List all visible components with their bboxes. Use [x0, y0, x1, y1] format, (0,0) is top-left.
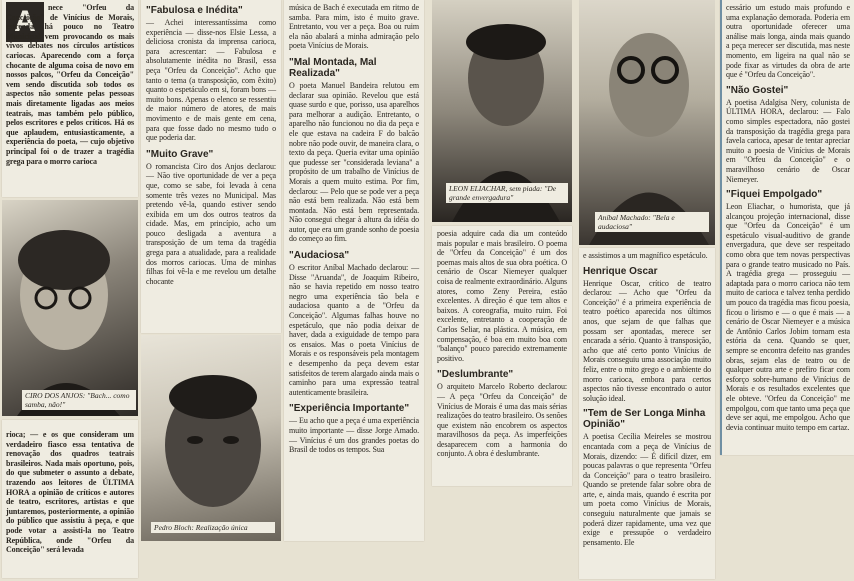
heading-audaciosa: "Audaciosa": [289, 250, 350, 262]
portrait-ciro-icon: [2, 200, 138, 416]
heading-fabulosa: "Fabulosa e Inédita": [146, 5, 243, 16]
heading-experiencia: "Experiência Importante": [289, 403, 410, 415]
clipping-col5: [579, 248, 715, 579]
body-text: O arquiteto Marcelo Roberto declarou: — A peça "Orfeu da Conceição" de Vinícius de Morais é uma das mais sérias realizações do teatro brasileiro. Os senões que existem não encobrem os aspectos maravilhosos da peça. As imperfeições desaparecem com a harmonia do conjunto. A obra é deslumbrante.: [437, 382, 567, 459]
body-text: O romancista Ciro dos Anjos declarou: — Não tive oportunidade de ver a peça que, como se sabe, foi levada à cena somente três vezes no Municipal. Mas pretendo vê-la, quando estiver sendo exibida em um dos outros teatros da cidade. Mas, em princípio, acho um pouco desligada a aventura a transposição de um tema da tragédia grega para a atualidade, para a realidade dos morros cariocas. Uma de minhas filhas foi vê-la e me revelou um detalhe chocante: [146, 161, 276, 286]
body-text: música de Bach é executada em ritmo de samba. Para mim, isto é muito grave. Entretanto, vou ver a peça. Boa ou ruim ela não abalará a minha admiração pelo poeta Vinícius de Morais.: [289, 3, 419, 51]
clipping-col4: [432, 226, 572, 486]
heading-muito-grave: "Muito Grave": [146, 148, 214, 160]
heading-nao-gostei: "Não Gostei": [726, 84, 789, 96]
photo-ciro-dos-anjos: [2, 200, 138, 416]
portrait-anibal-icon: [579, 0, 715, 245]
photo-caption-anibal: Aníbal Machado: "Bela e audaciosa": [595, 212, 709, 232]
clipping-col6: [720, 0, 854, 455]
body-text: Leon Eliachar, o humorista, que já alcançou projeção internacional, disse que "Orfeu da Conceição" é um espetáculo visual-auditivo de grande envergadura, que deve ser respeitado como obra que tem novas perspectivas para o grande teatro musicado no País. A tragédia grega — prosseguiu — adaptada para o morro carioca não tem muito de carioca e talvez tenha perdido um pouco da tragédia mas ficou poesia, ficou o lirismo e — o que é mais — a cenário de Oscar Niemeyer e a música de Antônio Carlos Jobim tornam esta estória da cena. Quando se quer, sempre se encontra defeito nas grandes obras, sejam elas de teatro ou de qualquer outra arte e prefiro ficar com esforço sobre-humano de Vinícius de Morais e os resultados excelentes que ele obteve. "Orfeu da Conceição" me empolgou, com que tanto uma peça que deve ser aqui, me empolgou. Acho que devia continuar muito tempo em cartaz.: [726, 202, 850, 432]
body-text: — Eu acho que a peça é uma experiência muito importante — disse Jorge Amado. — Vinícius é um dos grandes poetas do Brasil de todos os tempos. Sua: [289, 416, 419, 455]
body-text: cessário um estudo mais profundo e uma explanação demorada. Poderia em outra oportunidade oferecer uma análise mais longa, ainda mais quando a peça merecer ser discutida, mas neste momento, em ligeira na qual não se pode fixar as virtudes da obra de arte que é "Orfeu da Conceição".: [726, 3, 850, 80]
intro-text: nece "Orfeu da Conceição" de Vinícius de Morais, estreada há pouco no Teatro Municipal vem provocando os mais vivos debates nos círculos artísticos cariocas. Aparecendo com a força chocante de alguma coisa de novo em nossos palcos, "Orfeu da Conceição" vem sendo discutida sob todos os aspectos não somente pelas pessoas mais diretamente ligadas aos meios teatrais, mas também pelo público, pelos escritores e pelos críticos. Há os que aplaudem, entusiasticamente, a experiência do poeta, — cujo objetivo principal foi o de trazer a tragédia grega para o morro carioca: [6, 3, 134, 166]
clipping-col1-bottom: [2, 420, 138, 578]
heading-tem-de-ser-longa: "Tem de Ser Longa Minha Opinião": [583, 408, 706, 431]
photo-leon-eliachar: [432, 0, 572, 222]
body-text: A poetisa Cecília Meireles se mostrou encantada com a peça de Vinícius de Morais, dizendo: — É difícil dizer, em poucas palavras o que representa "Orfeu da Conceição" para o teatro brasileiro. Quando se pretende falar sobre obra de arte, e, ainda mais, quando é escrita por um poeta como Vinícius de Morais, conseguiu naturalmente que jamais se poderá dizer rapidamente, uma vez que exige e pressupõe o verdadeiro pensamento. Ele: [583, 432, 711, 547]
drop-cap: A: [6, 2, 44, 42]
clipping-col2: [141, 0, 281, 333]
body-text: A poetisa Adalgisa Nery, colunista de ÚLTIMA HORA, declarou: — Falo como simples espectadora, não gostei da transposição da tragédia grega para favela carioca, apesar de tentar apreciar muito a poesia de Vinícius de Morais em "Orfeu da Conceição" e o maravilhoso cenário de Oscar Niemeyer.: [726, 97, 850, 184]
clipping-col1-top: [2, 0, 138, 197]
photo-caption-pedro: Pedro Bloch: Realização única: [151, 522, 275, 533]
body-text: rioca; — e os que consideram um verdadeiro fiasco essa tentativa de renovação dos quadros teatrais brasileiros. Nada mais oportuno, pois, do que submeter o assunto a debate, trazendo aos leitores de ÚLTIMA HORA a opinião de críticos e autores de teatro, escritores, artistas e que juntaremos, posteriormente, a opinião do público que assistiu à peça, e que pode votar a assisti-la no Teatro República, onde "Orfeu da Conceição" será levada: [6, 430, 134, 555]
body-text: e assistimos a um magnífico espetáculo.: [583, 251, 708, 260]
heading-deslumbrante: "Deslumbrante": [437, 369, 514, 381]
heading-mal-montada: "Mal Montada, Mal Realizada": [289, 56, 377, 79]
clipping-col3: [284, 0, 424, 541]
heading-henrique-oscar: Henrique Oscar: [583, 265, 658, 277]
photo-pedro-bloch: [141, 335, 281, 541]
body-text: O escritor Aníbal Machado declarou: — Disse "Aruanda", de Joaquim Ribeiro, não se havia repetido em nosso teatro negro uma experiência tão bela e audaciosa quanto a de "Orfeu da Conceição". Algumas falhas houve no espetáculo, que não podia deixar de haver, dada a exiguidade de tempo para os ensaios. Mas o poeta Vinícius de Morais e os responsáveis pela montagem e desempenho da peça devem estar satisfeitos de terem alargado ainda mais o caminho para uma expressão teatral autenticamente brasileira.: [289, 263, 419, 397]
body-text: Henrique Oscar, crítico de teatro declarou: — Acho que "Orfeu da Conceição" é a primeira experiência de teatro poético aparecida nos últimos anos, que sejam de que falhas que possam ser apontadas, merece ser encarada a sério. Quanto à transposição, acho que até certo ponto Vinícius de Morais conseguiu uma associação muito feliz, entre o mito grego e o ambiente do morro carioca, embora para certos aspectos não tivesse encontrado o autor solução ideal.: [583, 278, 711, 403]
body-text: poesia adquire cada dia um conteúdo mais popular e mais brasileiro. O poema de "Orfeu da Conceição" é um dos poemas mais altos de sua obra poética. O cenário de Oscar Niemeyer qualquer coisa de realmente extraordinário. Alguns atores, como Zeny Pereira, estão excelentes. A direção é que tem altos e baixos. A coreografia, muito ruim. Foi excelente, entretanto a cooperação de Carlos Seliar, na plástica. A música, em compensação, é boa em muito boa com "balanço" pouco parecido extremamente positivo.: [437, 229, 567, 363]
photo-caption-leon: LEON ELIACHAR, sem piada: "De grande envergadura": [446, 183, 568, 203]
body-text: O poeta Manuel Bandeira relutou em declarar sua opinião. Revelou que está quase surdo e que, porisso, usa aparelhos para melhorar a audição. Entretanto, o aparelho não funcionou no dia da peça e ele que estava na cadeira F do balcão nobre não pode ouvir, de maneira clara, o texto da peça. Queria evitar uma opinião que pudesse ser "considerada leviana" a propósito de um trabalho de Vinícius de Morais a quem muito estima. Por fim, declarou: — Pelo que se pode ver a peça não está bem realizada. Não está bem montada. Não está bem representada. Não consegui chegar à altura da idéia do autor, que era um grande sonho de poesia do começo ao fim.: [289, 80, 419, 244]
body-text: — Achei interessantíssima como experiência — disse-nos Elsie Lessa, a deliciosa cronista da imprensa carioca, para acrescentar: — Fabulosa e absolutamente inédita no Brasil, essa peça "Orfeu da Conceição". Acho que tanto o tema (a transposição, com êxito) quanto o espetáculo em si, foram bons — muito bons. Apenas o elenco se ressentiu de maior número de atores, de mais movimento e de mais gente em cena, para que fosse dado no mesmo tudo o que poderia dar.: [146, 18, 276, 143]
photo-anibal-machado: [579, 0, 715, 245]
portrait-pedro-icon: [141, 335, 281, 541]
heading-fiquei-empolgado: "Fiquei Empolgado": [726, 189, 823, 201]
photo-caption-ciro: CIRO DOS ANJOS: "Bach... como samba, não!": [22, 390, 136, 410]
